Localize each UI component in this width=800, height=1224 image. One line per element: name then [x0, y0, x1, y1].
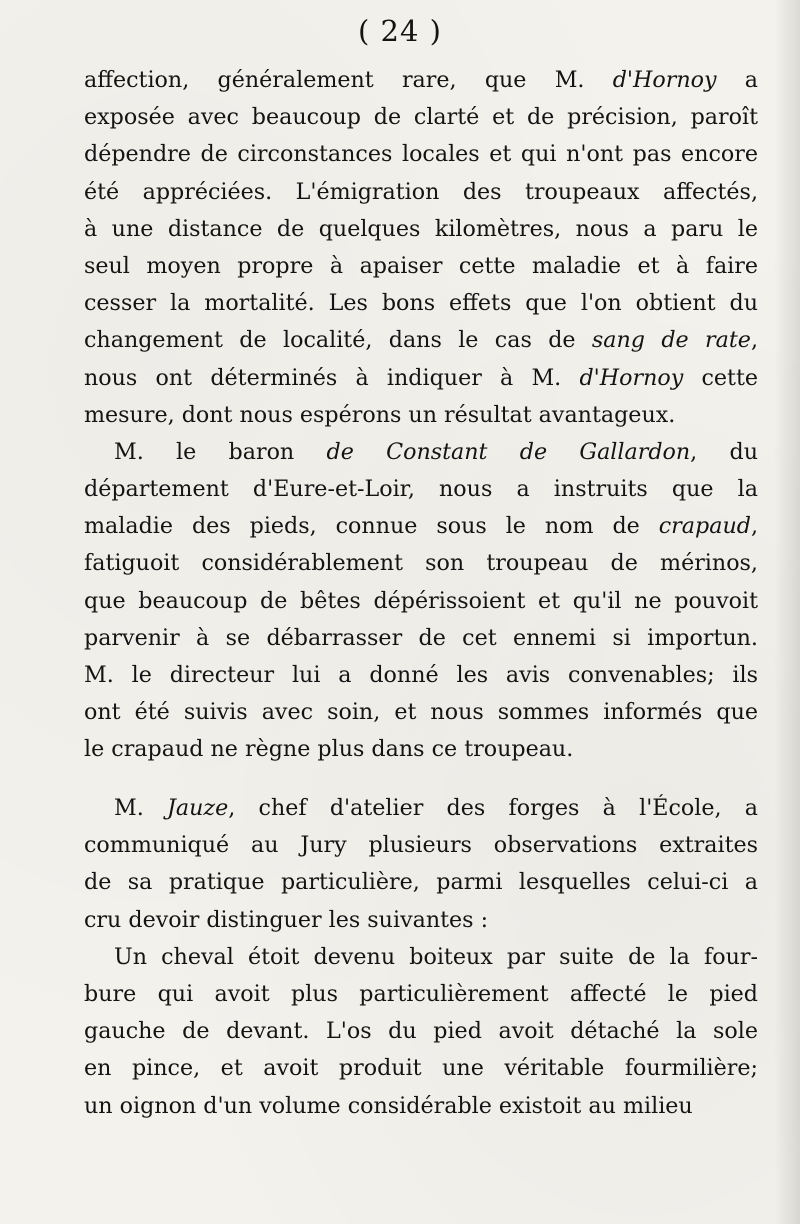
- text-line: [84, 211, 758, 248]
- text-run: seul moyen propre à apaiser cette maladie et à faire: [84, 252, 758, 279]
- text-run: M. le baron: [114, 438, 327, 465]
- text-run: , chef d'atelier des forges à l'École, a: [228, 795, 759, 821]
- text-line: [84, 790, 758, 827]
- italic-name: d'Hornoy: [612, 67, 717, 93]
- text-run: de sa pratique particulière, parmi lesquelles celui-ci a: [84, 869, 758, 896]
- text-run: Un cheval étoit devenu boiteux par suite de la four-: [114, 943, 758, 970]
- text-run: M. le directeur lui a donné les avis convenables; ils: [84, 662, 758, 688]
- text-line: [84, 545, 758, 582]
- text-line: [84, 657, 758, 694]
- text-run: M.: [114, 795, 168, 821]
- text-line: [84, 397, 758, 434]
- text-run: ont été suivis avec soin, et nous sommes informés que: [84, 699, 758, 726]
- text-run: en pince, et avoit produit une véritable fourmilière;: [84, 1055, 758, 1082]
- text-block-1: [84, 62, 758, 769]
- text-block-2: [84, 790, 758, 1125]
- text-line: [84, 620, 758, 657]
- text-line: [84, 864, 758, 901]
- text-line: [84, 285, 758, 322]
- text-run: cru devoir distinguer les suivantes :: [84, 906, 489, 933]
- text-run: cette: [683, 364, 758, 391]
- text-line: [84, 360, 758, 397]
- text-line: [84, 508, 758, 545]
- text-run: fatiguoit considérablement son troupeau de mérinos,: [84, 550, 758, 577]
- text-line: [84, 174, 758, 211]
- text-run: exposée avec beaucoup de clarté et de précision, paroît: [84, 104, 758, 131]
- text-run: communiqué au Jury plusieurs observations extraites: [84, 832, 758, 859]
- italic-name: crapaud: [658, 513, 751, 540]
- text-line: [84, 583, 758, 620]
- text-line: [84, 1013, 758, 1050]
- text-run: changement de localité, dans le cas de: [84, 327, 592, 354]
- text-run: dépendre de circonstances locales et qui n'ont pas encore: [84, 141, 758, 168]
- text-line: [84, 434, 758, 471]
- text-run: , du: [690, 438, 758, 465]
- text-line: [84, 731, 758, 768]
- page-number: ( 24 ): [358, 14, 442, 48]
- italic-name: sang de rate: [591, 327, 751, 354]
- text-run: nous ont déterminés à indiquer à M.: [84, 364, 580, 391]
- text-line: [84, 136, 758, 173]
- text-run: maladie des pieds, connue sous le nom de: [84, 513, 659, 540]
- text-run: que beaucoup de bêtes dépérissoient et qu'il ne pouvoit: [84, 587, 758, 614]
- text-line: [84, 471, 758, 508]
- text-line: [84, 1050, 758, 1087]
- text-run: bure qui avoit plus particulièrement affecté le pied: [84, 980, 758, 1007]
- text-run: ,: [750, 513, 758, 540]
- italic-name: Jauze: [167, 795, 229, 821]
- text-run: un oignon d'un volume considérable existoit au milieu: [84, 1092, 693, 1119]
- text-line: [84, 322, 758, 359]
- text-line: [84, 902, 758, 939]
- text-run: gauche de devant. L'os du pied avoit détaché la sole: [84, 1018, 758, 1045]
- text-line: [84, 827, 758, 864]
- text-line: [84, 976, 758, 1013]
- italic-name: de Constant de Gallardon: [326, 438, 691, 465]
- text-line: [84, 99, 758, 136]
- text-line: [84, 1088, 758, 1125]
- text-run: département d'Eure-et-Loir, nous a instruits que la: [84, 476, 758, 503]
- text-line: [84, 694, 758, 731]
- text-run: à une distance de quelques kilomètres, nous a paru le: [84, 215, 758, 242]
- text-line: [84, 939, 758, 976]
- italic-name: d'Hornoy: [579, 364, 684, 391]
- text-run: le crapaud ne règne plus dans ce troupeau.: [84, 736, 574, 763]
- text-run: été appréciées. L'émigration des troupeaux affectés,: [84, 178, 758, 205]
- text-run: a: [716, 67, 759, 93]
- text-run: affection, généralement rare, que M.: [84, 67, 613, 93]
- text-line: [84, 62, 758, 99]
- text-run: mesure, dont nous espérons un résultat avantageux.: [84, 401, 676, 428]
- page-edge-shadow: [774, 0, 800, 1224]
- text-run: ,: [750, 327, 758, 354]
- text-run: parvenir à se débarrasser de cet ennemi si importun.: [84, 624, 758, 651]
- text-line: [84, 248, 758, 285]
- text-run: cesser la mortalité. Les bons effets que l'on obtient du: [84, 290, 758, 317]
